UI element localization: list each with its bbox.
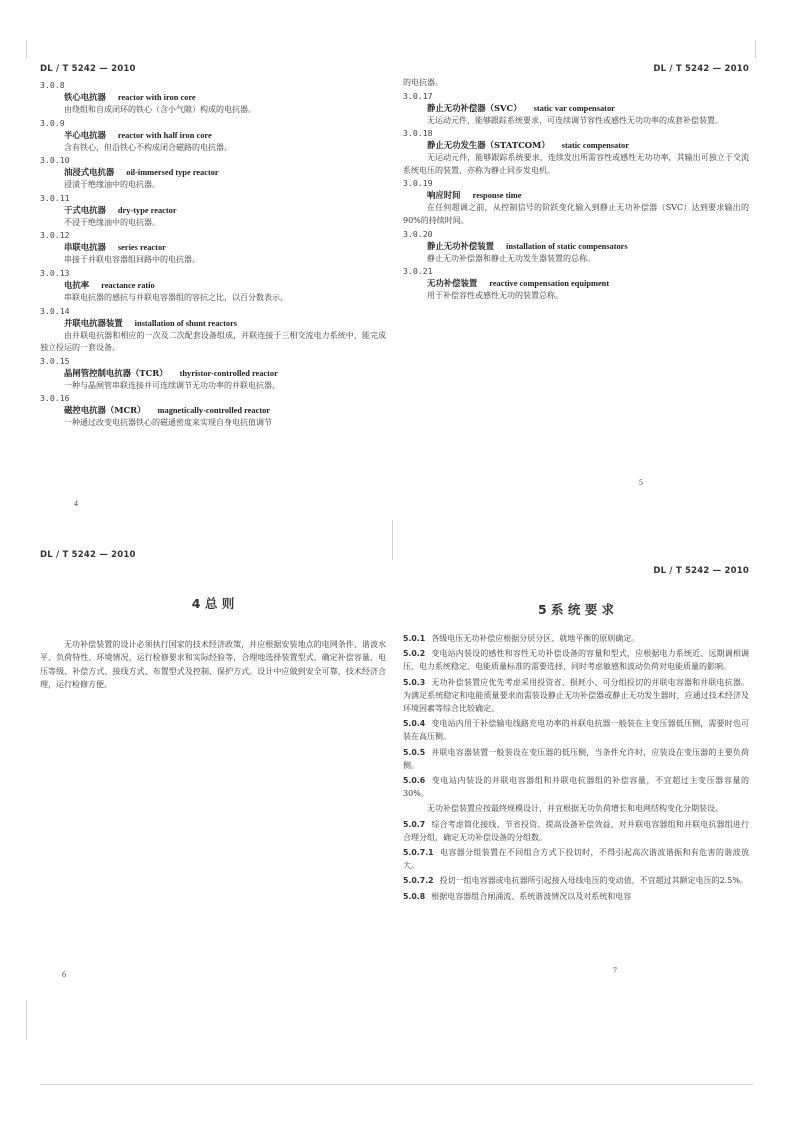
clause bbox=[403, 802, 749, 815]
term-number: 3.0.12 bbox=[40, 230, 70, 241]
term-heading bbox=[64, 130, 386, 141]
term-english: dry-type reactor bbox=[117, 205, 177, 215]
term-number: 3.0.13 bbox=[40, 267, 70, 278]
clause-text: 根据电容器组合闸涌流、系统谐波情况以及对系统和电容 bbox=[431, 891, 632, 901]
term-chinese: 油浸式电抗器 bbox=[64, 167, 115, 178]
term-heading bbox=[64, 405, 386, 416]
clause-number: 5.0.7.2 bbox=[403, 876, 434, 886]
term-definition: 串联电抗器的感抗与并联电容器组的容抗之比，以百分数表示。 bbox=[64, 292, 288, 302]
term-english: installation of shunt reactors bbox=[134, 318, 238, 328]
term-heading bbox=[64, 92, 386, 103]
clause-text: 投切一组电容器或电抗器所引起接入母线电压的变动值，不宜超过其额定电压的2.5%。 bbox=[439, 876, 748, 886]
term-heading bbox=[427, 103, 749, 114]
term-chinese: 半心电抗器 bbox=[64, 129, 106, 140]
term-entry bbox=[40, 268, 386, 305]
clause-text: 变电站内用于补偿输电线路充电功率的并联电抗器一般装在主变压器低压侧，需要时也可装在高压侧。 bbox=[403, 719, 749, 742]
term-definition: 浸渍于绝缘油中的电抗器。 bbox=[64, 180, 160, 190]
term-entry bbox=[40, 80, 386, 117]
clause-number: 5.0.7.1 bbox=[403, 848, 434, 858]
page-number: 4 bbox=[74, 499, 78, 508]
term-heading bbox=[64, 205, 386, 216]
page-number: 7 bbox=[613, 966, 617, 975]
page-number: 5 bbox=[639, 478, 643, 487]
clause bbox=[403, 746, 749, 772]
term-number: 3.0.10 bbox=[40, 155, 70, 166]
clause bbox=[403, 890, 749, 903]
term-english: series reactor bbox=[117, 243, 166, 253]
page-6 bbox=[40, 550, 386, 990]
term-number: 3.0.8 bbox=[40, 80, 65, 90]
term-english: reactance ratio bbox=[101, 280, 155, 290]
term-entry bbox=[40, 393, 386, 430]
term-english: reactor with iron core bbox=[117, 93, 196, 102]
crop-mark bbox=[26, 40, 27, 58]
term-english: static compensator bbox=[561, 141, 629, 151]
term-heading bbox=[427, 190, 749, 201]
term-definition: 在任何超调之前，从控制信号的阶跃变化输入到静止无功补偿器（SVC）达到要求输出的90%的持续时间。 bbox=[403, 203, 749, 225]
clause bbox=[403, 818, 749, 844]
term-entry bbox=[40, 193, 386, 230]
term-heading bbox=[427, 140, 749, 151]
term-chinese: 串联电抗器 bbox=[64, 242, 106, 253]
term-heading bbox=[64, 318, 386, 329]
clause-text: 无功补偿装置应优先考虑采用投资省、损耗小、可分组投切的并联电容器和并联电抗器。为满足系统稳定和电能质量要求而需装设静止无功补偿器或静止无功发生器时，应通过技术经济及环境因素等综合比较确定。 bbox=[403, 677, 749, 714]
page-header: DL / T 5242 — 2010 bbox=[653, 566, 749, 576]
clause bbox=[403, 774, 749, 800]
term-chinese: 静止无功补偿装置 bbox=[427, 240, 494, 251]
term-definition: 无运动元件，能够跟踪系统要求，连续发出所需容性或感性无功功率，其输出可独立于交流系统电压的装置，亦称为静止同步发电机。 bbox=[403, 153, 749, 175]
clause-number: 5.0.8 bbox=[403, 891, 426, 901]
term-definition: 一种通过改变电抗器铁心的磁通密度来实现自身电抗值调节 bbox=[64, 418, 272, 428]
term-definition: 由并联电抗器和相应的一次及二次配套设备组成，并联连接于三相交流电力系统中，能完成独立投运的一套设备。 bbox=[40, 330, 386, 353]
term-definition: 由绕组和自成闭环的铁心（含小气隙）构成的电抗器。 bbox=[64, 105, 256, 114]
term-heading bbox=[64, 280, 386, 291]
clause-text: 电容器分组装置在不同组合方式下投切时，不得引起高次谐波谐振和有危害的谐波放大。 bbox=[403, 848, 749, 871]
clause-text: 无功补偿装置应按最终规模设计，并宜根据无功负荷增长和电网结构变化分期装设。 bbox=[427, 804, 723, 814]
page-number: 6 bbox=[62, 970, 66, 979]
crop-mark bbox=[26, 1000, 27, 1040]
clause bbox=[403, 676, 749, 716]
clause-number: 5.0.3 bbox=[403, 677, 426, 687]
clause-number: 5.0.7 bbox=[403, 819, 426, 829]
clause-number: 5.0.2 bbox=[403, 649, 426, 659]
bottom-rule bbox=[40, 1084, 753, 1085]
term-chinese: 晶闸管控制电抗器（TCR） bbox=[64, 367, 168, 378]
clause-number: 5.0.6 bbox=[403, 776, 426, 786]
term-entry bbox=[403, 128, 749, 177]
chapter-title: 5 系 统 要 求 bbox=[537, 602, 615, 617]
page-header: DL / T 5242 — 2010 bbox=[40, 550, 136, 560]
term-number: 3.0.21 bbox=[403, 266, 433, 277]
term-entry bbox=[403, 91, 749, 128]
term-english: reactor with half iron core bbox=[117, 130, 212, 140]
term-heading bbox=[64, 242, 386, 253]
term-list bbox=[40, 80, 386, 430]
term-definition: 一种与晶闸管串联连接并可连续调节无功功率的并联电抗器。 bbox=[64, 380, 280, 390]
clause-number: 5.0.1 bbox=[403, 634, 426, 643]
clause bbox=[403, 874, 749, 887]
page-4 bbox=[40, 64, 386, 514]
clause-number: 5.0.4 bbox=[403, 719, 426, 729]
clause bbox=[403, 647, 749, 673]
term-chinese: 响应时间 bbox=[427, 190, 461, 201]
page-header: DL / T 5242 — 2010 bbox=[40, 64, 136, 74]
term-number: 3.0.20 bbox=[403, 228, 433, 239]
term-english: response time bbox=[472, 191, 522, 201]
crop-mark bbox=[755, 40, 756, 58]
term-chinese: 磁控电抗器（MCR） bbox=[64, 405, 146, 416]
term-chinese: 并联电抗器装置 bbox=[64, 317, 123, 328]
term-entry bbox=[40, 356, 386, 393]
term-heading bbox=[64, 368, 386, 379]
term-number: 3.0.16 bbox=[40, 393, 70, 404]
term-entry bbox=[403, 178, 749, 227]
clause-text: 变电站内装设的感性和容性无功补偿设备的容量和型式，应根据电力系统近、远期调相调压、电力系统稳定、电能质量标准的需要选择，同时考虑敏感和波动负荷对电能质量的影响。 bbox=[403, 649, 749, 672]
term-heading bbox=[427, 278, 749, 289]
term-chinese: 静止无功补偿器（SVC） bbox=[427, 102, 522, 113]
term-entry bbox=[40, 230, 386, 267]
term-chinese: 电抗率 bbox=[64, 279, 90, 290]
term-list bbox=[403, 91, 749, 303]
term-heading bbox=[427, 241, 749, 252]
term-number: 3.0.11 bbox=[40, 192, 70, 203]
term-number: 3.0.14 bbox=[40, 305, 70, 316]
term-number: 3.0.19 bbox=[403, 178, 433, 189]
term-heading bbox=[64, 167, 386, 178]
crop-mark bbox=[392, 520, 393, 560]
term-english: oil-immersed type reactor bbox=[126, 168, 219, 178]
clause bbox=[403, 717, 749, 743]
page-7 bbox=[403, 550, 749, 990]
term-number: 3.0.17 bbox=[403, 90, 433, 101]
term-number: 3.0.15 bbox=[40, 355, 70, 366]
term-chinese: 干式电抗器 bbox=[64, 204, 106, 215]
clause-text: 变电站内装设的并联电容器组和并联电抗器组的补偿容量，不宜超过主变压器容量的30%。 bbox=[403, 776, 749, 799]
term-number: 3.0.9 bbox=[40, 117, 65, 128]
clause-number: 5.0.5 bbox=[403, 747, 426, 757]
term-english: thyristor-controlled reactor bbox=[179, 368, 278, 378]
term-english: reactive compensation equipment bbox=[489, 279, 610, 289]
clause-text: 并联电容器装置一般装设在变压器的低压侧，当条件允许时，应装设在变压器的主要负荷侧。 bbox=[403, 747, 749, 770]
term-chinese: 无功补偿装置 bbox=[427, 278, 478, 289]
clause-text: 综合考虑简化接线、节省投资、提高设备补偿效益，对并联电容器组和并联电抗器组进行合理分组，确定无功补偿设备的分组数。 bbox=[403, 819, 749, 842]
term-definition: 静止无功补偿器和静止无功发生器装置的总称。 bbox=[427, 253, 595, 263]
term-definition: 不浸于绝缘油中的电抗器。 bbox=[64, 217, 160, 227]
term-definition: 用于补偿容性或感性无功的装置总称。 bbox=[427, 291, 563, 301]
clause bbox=[403, 846, 749, 872]
term-chinese: 静止无功发生器（STATCOM） bbox=[427, 140, 550, 151]
term-entry bbox=[40, 306, 386, 355]
term-definition: 串接于并联电容器组回路中的电抗器。 bbox=[64, 255, 200, 265]
term-definition: 无运动元件，能够跟踪系统要求，可连续调节容性或感性无功功率的成套补偿装置。 bbox=[427, 115, 723, 125]
term-english: magnetically-controlled reactor bbox=[157, 406, 271, 416]
continued-definition: 的电抗器。 bbox=[403, 78, 443, 87]
term-english: static var compensator bbox=[533, 103, 615, 113]
section-list bbox=[403, 632, 749, 903]
chapter-paragraph: 无功补偿装置的设计必须执行国家的技术经济政策，并应根据安装地点的电网条件、谐波水平、负荷特性、环境情况、运行检修要求和实际经验等，合理地选择装置型式，确定补偿容量、电压等级、补偿方式、接线方式、布置型式及控制、保护方式。设计中应做到安全可靠，技术经济合理，运行检修方便。 bbox=[40, 640, 386, 690]
term-english: installation of static compensators bbox=[506, 241, 628, 251]
term-entry bbox=[403, 229, 749, 266]
term-entry bbox=[403, 266, 749, 303]
clause-text: 各级电压无功补偿应根据分层分区、就地平衡的原则确定。 bbox=[431, 634, 640, 643]
term-entry bbox=[40, 118, 386, 155]
page-header: DL / T 5242 — 2010 bbox=[653, 64, 749, 74]
clause bbox=[403, 632, 749, 645]
term-number: 3.0.18 bbox=[403, 128, 433, 139]
page-5 bbox=[403, 64, 749, 514]
term-chinese: 铁心电抗器 bbox=[64, 92, 106, 102]
chapter-title: 4 总 则 bbox=[191, 596, 235, 611]
term-entry bbox=[40, 155, 386, 192]
term-definition: 含有铁心，但沿铁心不构成闭合磁路的电抗器。 bbox=[64, 142, 232, 152]
